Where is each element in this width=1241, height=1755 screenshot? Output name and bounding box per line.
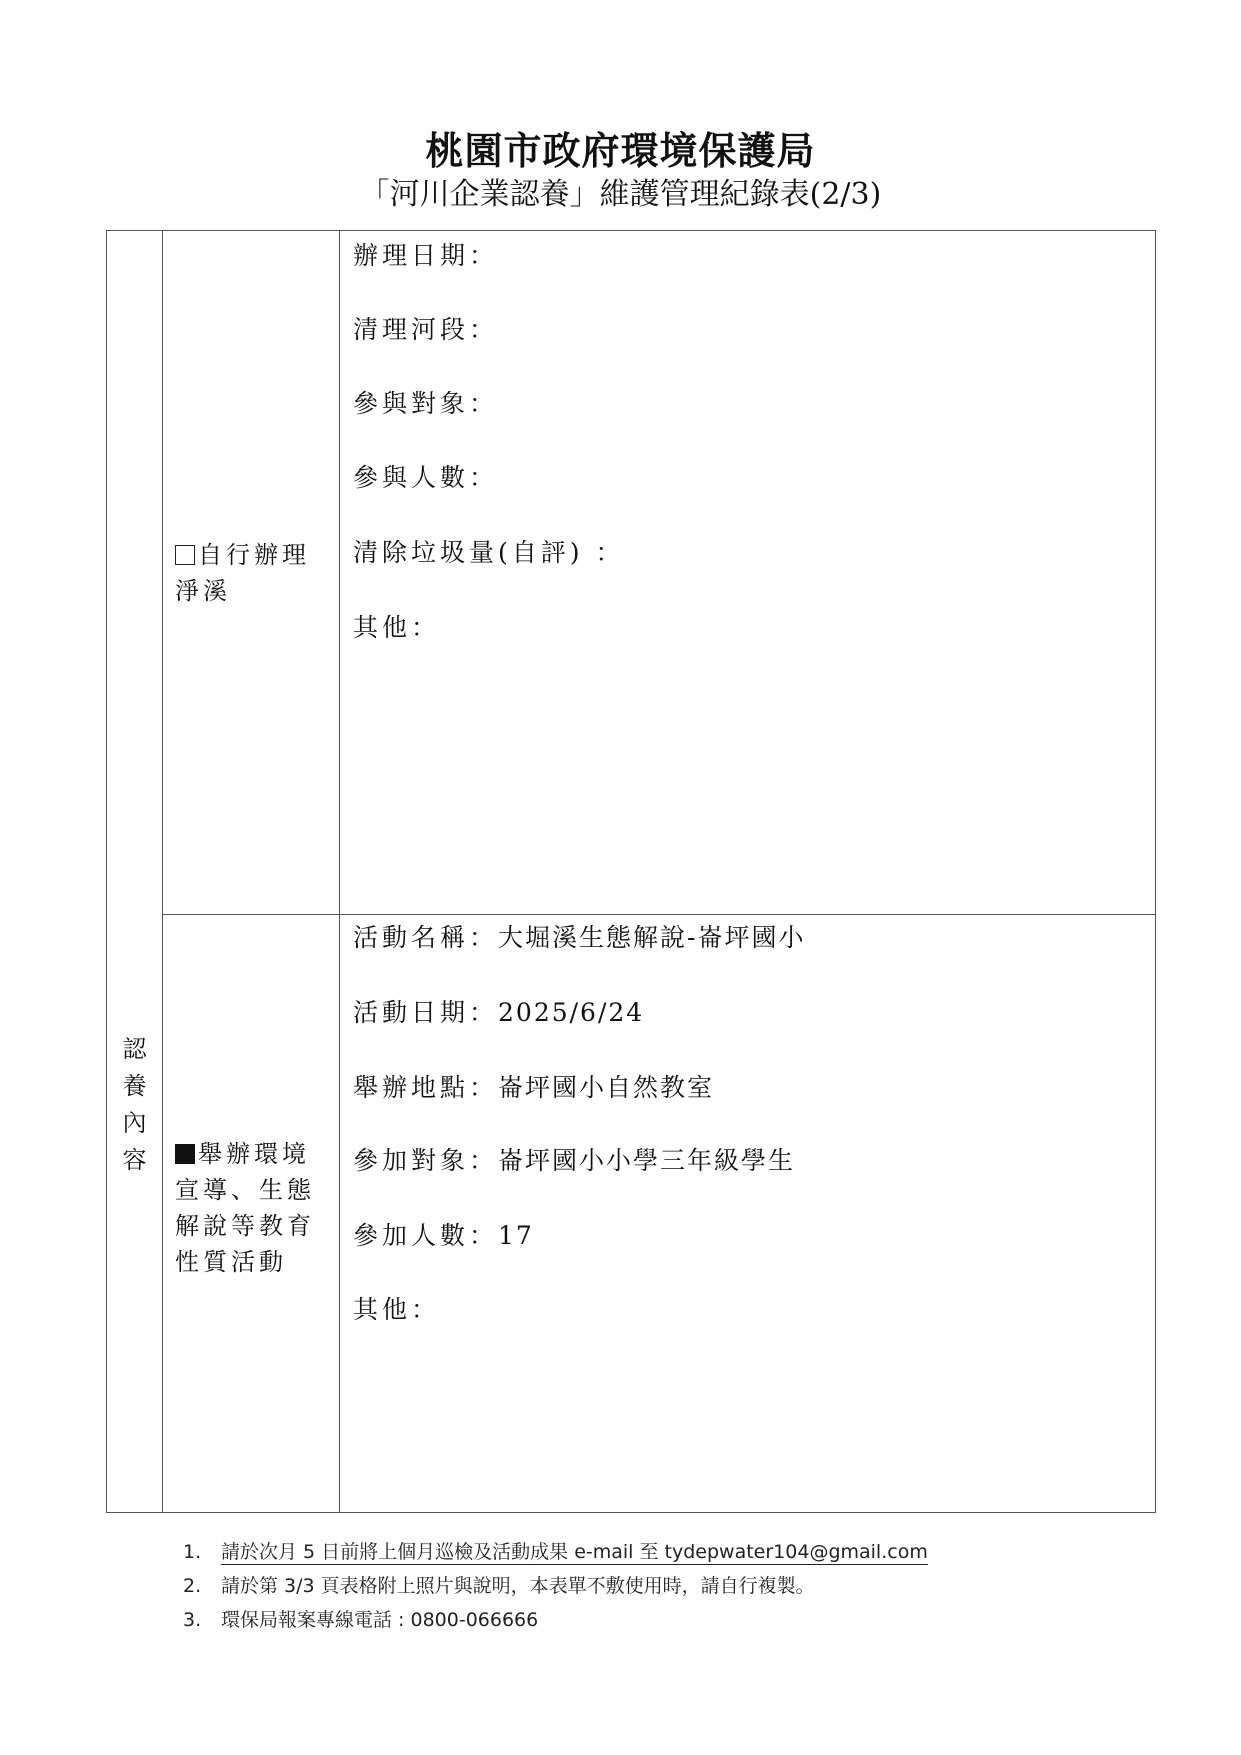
field-activity-name[interactable] — [353, 921, 805, 955]
table-row-divider — [162, 914, 1155, 915]
note-item — [183, 1535, 928, 1569]
note-item — [183, 1603, 928, 1637]
self-cleanup-checkbox[interactable] — [175, 545, 195, 565]
field-participants[interactable] — [353, 387, 498, 421]
field-label: 參加人數： — [353, 1221, 499, 1250]
field-activity-count[interactable] — [353, 1219, 534, 1253]
field-label: 參與對象： — [353, 389, 499, 418]
field-label: 參加對象： — [353, 1146, 499, 1175]
field-value: 崙坪國小小學三年級學生 — [498, 1146, 796, 1175]
field-river-section[interactable] — [353, 313, 498, 347]
table-column-divider — [162, 231, 163, 1512]
education-activity-label: 舉辦環境宣導、生態解說等教育性質活動 — [175, 1140, 315, 1276]
field-value: 2025/6/24 — [498, 998, 645, 1027]
field-label: 其他： — [353, 613, 441, 642]
field-label: 參與人數： — [353, 463, 499, 492]
page-title: 桃園市政府環境保護局 — [425, 128, 816, 173]
page-subtitle: 「河川企業認養」維護管理紀錄表(2/3) — [359, 177, 882, 212]
note-item — [183, 1569, 928, 1603]
field-activity-other[interactable] — [353, 1293, 440, 1327]
education-activity-checkbox[interactable] — [175, 1144, 195, 1164]
field-label: 辦理日期： — [353, 241, 499, 270]
record-table — [106, 230, 1156, 1513]
field-value: 崙坪國小自然教室 — [498, 1073, 715, 1102]
field-value: 大堀溪生態解說-崙坪國小 — [498, 923, 806, 952]
section-self-cleanup — [175, 537, 337, 609]
field-activity-location[interactable] — [353, 1071, 714, 1105]
field-label: 舉辦地點： — [353, 1073, 499, 1102]
note-text: 請於次月 5 日前將上個月巡檢及活動成果 e-mail 至 tydepwater104@gmail.com — [221, 1541, 928, 1563]
field-garbage-amount[interactable] — [353, 536, 624, 570]
side-label-char: 內 — [122, 1109, 147, 1137]
field-activity-audience[interactable] — [353, 1144, 795, 1178]
field-label: 清理河段： — [353, 315, 499, 344]
field-label: 活動名稱： — [353, 923, 499, 952]
note-number: 3. — [183, 1609, 202, 1631]
adoption-content-label — [107, 1031, 162, 1179]
field-label: 清除垃圾量(自評) ： — [353, 538, 625, 567]
field-participant-count[interactable] — [353, 461, 498, 495]
note-text: 請於第 3/3 頁表格附上照片與說明，本表單不敷使用時，請自行複製。 — [221, 1575, 815, 1597]
field-value: 17 — [498, 1221, 534, 1250]
note-number: 2. — [183, 1575, 202, 1597]
note-number: 1. — [183, 1541, 202, 1563]
table-column-divider — [339, 231, 340, 1512]
field-other[interactable] — [353, 611, 440, 645]
side-label-char: 容 — [122, 1146, 147, 1174]
side-label-char: 認 — [122, 1035, 147, 1063]
field-label: 其他： — [353, 1295, 441, 1324]
side-label-char: 養 — [122, 1072, 147, 1100]
field-label: 活動日期： — [353, 998, 499, 1027]
field-cleanup-date[interactable] — [353, 239, 498, 273]
field-activity-date[interactable] — [353, 996, 644, 1030]
notes-list — [183, 1535, 928, 1637]
note-text: 環保局報案專線電話 : 0800-066666 — [221, 1609, 539, 1631]
section-education-activity — [175, 1136, 337, 1280]
self-cleanup-label: 自行辦理淨溪 — [175, 541, 310, 605]
